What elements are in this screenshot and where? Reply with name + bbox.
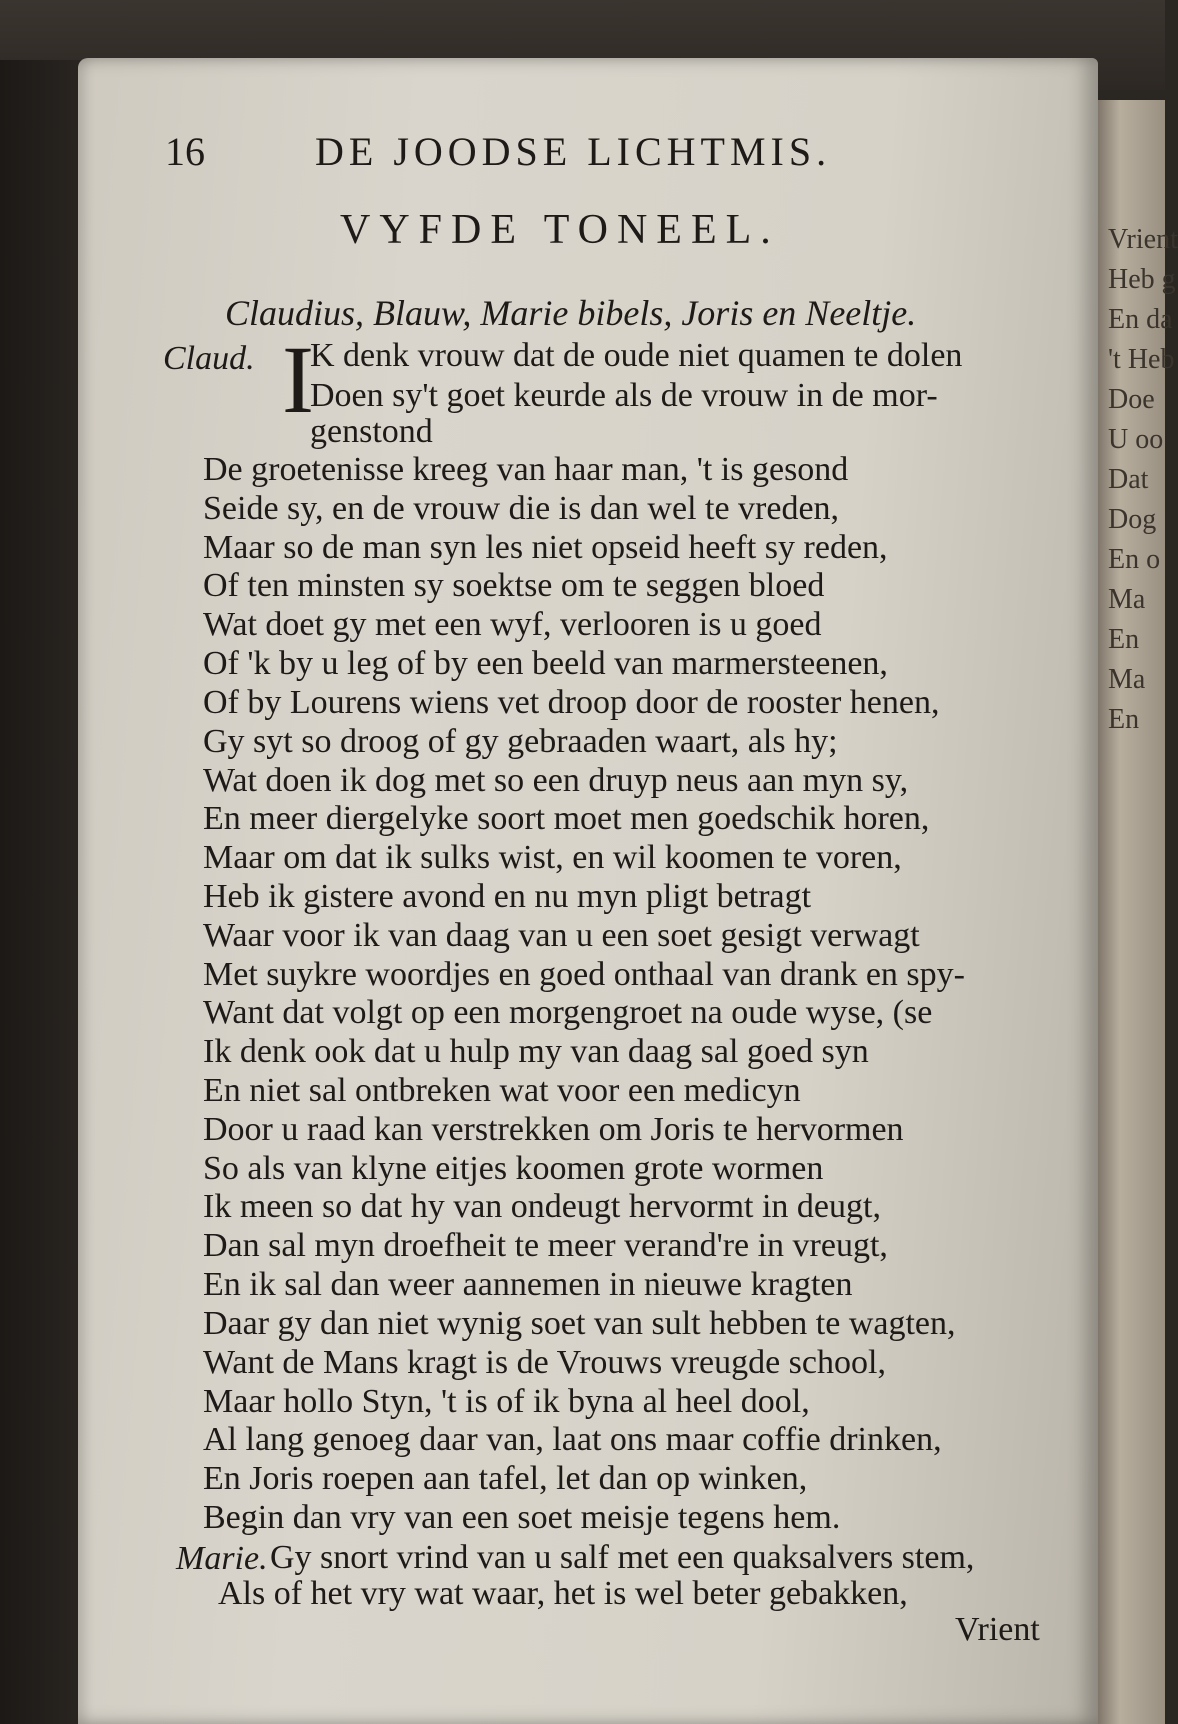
verse-line: Door u raad kan verstrekken om Joris te hervormen <box>203 1110 904 1148</box>
verse-line: So als van klyne eitjes koomen grote wormen <box>203 1149 824 1187</box>
scene-title: VYFDE TONEEL. <box>340 207 780 253</box>
verse-line: Maar so de man syn les niet opseid heeft sy reden, <box>203 528 888 566</box>
verse-line: En ik sal dan weer aannemen in nieuwe kragten <box>203 1266 853 1304</box>
verse-line: Of 'k by u leg of by een beeld van marmersteenen, <box>203 645 888 683</box>
verse-line: En meer diergelyke soort moet men goedschik horen, <box>203 800 930 838</box>
verse-line: En niet sal ontbreken wat voor een medicyn <box>203 1072 801 1110</box>
verse-line: Doen sy't goet keurde als de vrouw in de mor- <box>310 377 938 414</box>
verse-line: Al lang genoeg daar van, laat ons maar coffie drinken, <box>203 1421 942 1459</box>
verse-line: Want de Mans kragt is de Vrouws vreugde school, <box>203 1343 886 1381</box>
verse-line: Want dat volgt op een morgengroet na oude wyse, (se <box>203 994 933 1032</box>
verse-line: Vrient <box>955 1611 1040 1648</box>
verse-line: Ik denk ook dat u hulp my van daag sal goed syn <box>203 1033 869 1071</box>
cast-list: Claudius, Blauw, Marie bibels, Joris en Neeltje. <box>225 293 917 333</box>
verse-line: genstond <box>310 413 433 450</box>
adjacent-page-line: En da <box>1108 304 1173 335</box>
verse-line: Dan sal myn droefheit te meer verand're in vreugt, <box>203 1227 888 1265</box>
running-head <box>165 128 955 178</box>
verse-line: Als of het vry wat waar, het is wel beter gebakken, <box>218 1575 908 1612</box>
verse-line: Daar gy dan niet wynig soet van sult hebben te wagten, <box>203 1304 956 1342</box>
verse-line: Gy snort vrind van u salf met een quaksalvers stem, <box>270 1539 975 1576</box>
adjacent-page-line: Heb g <box>1108 264 1176 295</box>
adjacent-page-line: Ma <box>1108 584 1146 615</box>
verse-line: Seide sy, en de vrouw die is dan wel te vreden, <box>203 489 840 527</box>
verse-line: Maar hollo Styn, 't is of ik byna al heel dool, <box>203 1382 810 1420</box>
adjacent-page-line: U oo <box>1108 424 1164 455</box>
adjacent-page-line: En o <box>1108 544 1161 575</box>
verse-line: Maar om dat ik sulks wist, en wil koomen te voren, <box>203 839 902 877</box>
speaker-marie: Marie. <box>176 1540 268 1577</box>
verse-line: Ik meen so dat hy van ondeugt hervormt in deugt, <box>203 1188 881 1226</box>
adjacent-page-line: En <box>1108 624 1140 655</box>
adjacent-page-line: Ma <box>1108 664 1146 695</box>
verse-line: Met suykre woordjes en goed onthaal van drank en spy- <box>203 955 965 993</box>
adjacent-page-line: Dog <box>1108 504 1157 535</box>
verse-line: Of ten minsten sy soektse om te seggen bloed <box>203 567 825 605</box>
page-number: 16 <box>165 129 205 174</box>
verse-line: En Joris roepen aan tafel, let dan op winken, <box>203 1460 808 1498</box>
verse-line: Gy syt so droog of gy gebraaden waart, als hy; <box>203 722 838 760</box>
drop-cap: I <box>282 326 314 433</box>
verse-line: Wat doen ik dog met so een druyp neus aan myn sy, <box>203 761 909 799</box>
verse-line: K denk vrouw dat de oude niet quamen te dolen <box>310 337 963 374</box>
adjacent-page-line: Vrient <box>1108 224 1178 255</box>
verse-line: Begin dan vry van een soet meisje tegens hem. <box>203 1499 841 1536</box>
running-title: DE JOODSE LICHTMIS. <box>315 129 832 174</box>
adjacent-page-line: Dat <box>1108 464 1149 495</box>
adjacent-page-line: 't Heb <box>1108 344 1175 375</box>
speaker-claud: Claud. <box>163 340 255 377</box>
verse-line: Wat doet gy met een wyf, verlooren is u goed <box>203 606 822 644</box>
verse-line: Waar voor ik van daag van u een soet gesigt verwagt <box>203 916 920 954</box>
verse-line: Heb ik gistere avond en nu myn pligt betragt <box>203 877 812 915</box>
verse-line: Of by Lourens wiens vet droop door de rooster henen, <box>203 683 940 721</box>
adjacent-page-line: Doe <box>1108 384 1155 415</box>
verse-line: De groetenisse kreeg van haar man, 't is gesond <box>203 451 849 488</box>
adjacent-page-line: En <box>1108 704 1140 735</box>
